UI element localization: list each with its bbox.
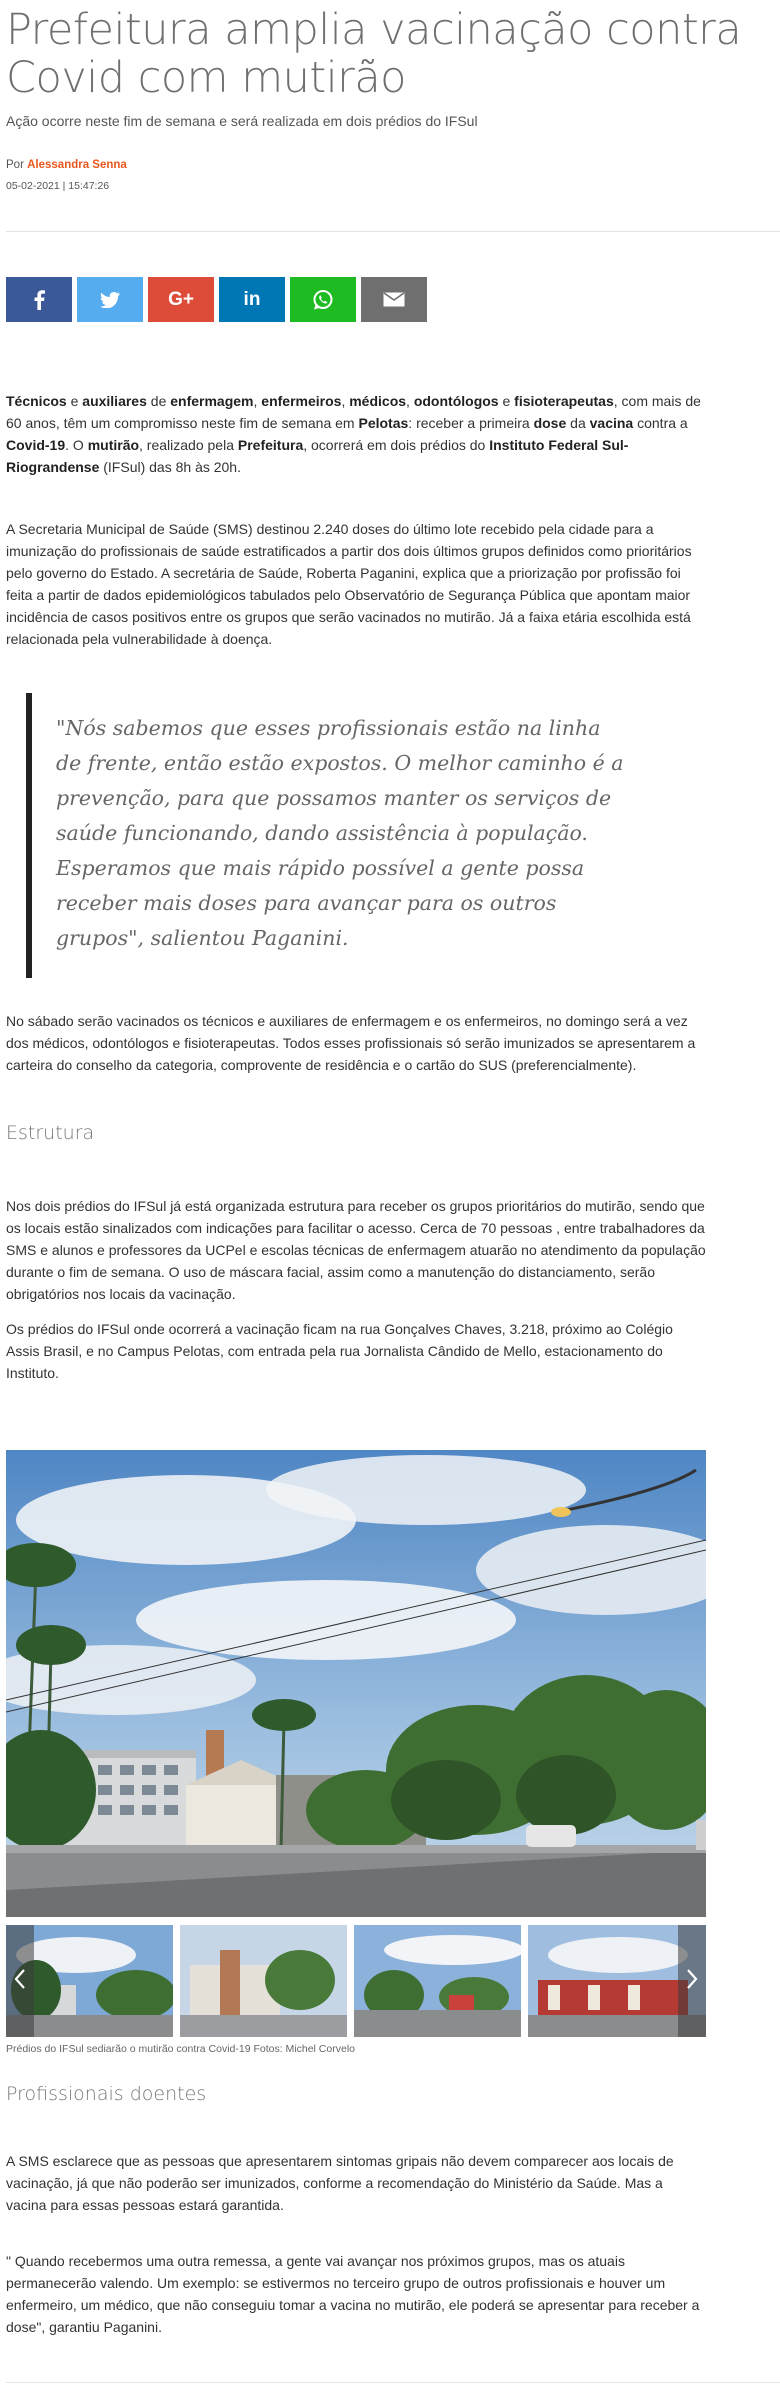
byline-prefix: Por — [6, 159, 24, 171]
google-plus-icon: G+ — [168, 288, 194, 310]
article-subtitle: Ação ocorre neste fim de semana e será realizada em dois prédios do IFSul — [6, 113, 478, 129]
whatsapp-icon — [312, 289, 334, 311]
heading-profissionais: Profissionais doentes — [6, 2083, 207, 2105]
thumbnail-2[interactable] — [180, 1925, 347, 2037]
publish-date: 05-02-2021 | 15:47:26 — [6, 180, 110, 192]
paragraph-location: Os prédios do IFSul onde ocorrerá a vacinação ficam na rua Gonçalves Chaves, 3.218, próximo ao Colégio Assis Brasil, e no Campus Pelotas, com entrada pela rua Jornalista Cândido de Mello, estacionamento do Instituto. — [6, 1321, 673, 1381]
gallery-main-photo[interactable] — [6, 1450, 706, 1917]
paragraph-schedule: No sábado serão vacinados os técnicos e auxiliares de enfermagem e os enfermeiros, no domingo será a vez dos médicos, odontólogos e fisioterapeutas. Todos esses profissionais só serão imunizados se apresentarem a carteira do conselho da categoria, comprovente de residência e o cartão do SUS (preferencialmente). — [6, 1013, 696, 1073]
share-linkedin-button[interactable] — [219, 277, 285, 322]
share-bar — [6, 277, 427, 322]
share-email-button[interactable] — [361, 277, 427, 322]
paragraph-estrutura: Nos dois prédios do IFSul já está organizada estrutura para receber os grupos prioritários do mutirão, sendo que os locais estão sinalizados com indicações para facilitar o acesso. Cerca de 70 pessoas , entre trabalhadores da SMS e alunos e professores da UCPel e escolas técnicas de enfermagem atuarão no atendimento da população durante o fim de semana. O uso de máscara facial, assim como a manutenção do distanciamento, serão obrigatórios nos locais da vacinação. — [6, 1198, 706, 1302]
twitter-icon — [100, 292, 120, 308]
paragraph-sms: A Secretaria Municipal de Saúde (SMS) destinou 2.240 doses do último lote recebido pela cidade para a imunização do profissionais de saúde estratificados a partir dos dois últimos grupos definidos como prioritários pelo governo do Estado. A secretária de Saúde, Roberta Paganini, explica que a priorização por profissão foi feita a partir de dados epidemiológicos tabulados pelo Observatório de Segurança Pública que apontam maior incidência de casos positivos entre os grupos que serão vacinados no mutirão. Já a faixa etária escolhida está relacionada pela vulnerabilidade à doença. — [6, 521, 692, 647]
author-link[interactable]: Alessandra Senna — [27, 159, 127, 171]
share-whatsapp-button[interactable] — [290, 277, 356, 322]
gallery-thumbnails — [6, 1925, 706, 2037]
pull-quote — [26, 693, 626, 978]
thumbnail-3[interactable] — [354, 1925, 521, 2037]
divider — [6, 231, 780, 232]
divider — [6, 2382, 780, 2383]
facebook-icon — [33, 290, 45, 310]
quote-text: "Nós sabemos que esses profissionais estão na linha de frente, então estão expostos. O melhor caminho é a prevenção, para que possamos manter os serviços de saúde funcionando, dando assistência à população. Esperamos que mais rápido possível a gente possa receber mais doses para avançar para os outros grupos", salientou Paganini. — [56, 716, 624, 950]
paragraph-sintomas: A SMS esclarece que as pessoas que apresentarem sintomas gripais não devem comparecer aos locais de vacinação, já que não poderão ser imunizados, conforme a recomendação do Ministério da Saúde. Mas a vacina para essas pessoas estará garantida. — [6, 2153, 674, 2213]
share-twitter-button[interactable] — [77, 277, 143, 322]
linkedin-icon: in — [243, 288, 261, 310]
gallery-caption: Prédios do IFSul sediarão o mutirão contra Covid-19 Fotos: Michel Corvelo — [6, 2043, 355, 2055]
gallery-prev-button[interactable] — [6, 1925, 34, 2037]
share-google-plus-button[interactable] — [148, 277, 214, 322]
heading-estrutura: Estrutura — [6, 1122, 95, 1144]
thumbnail-3-image — [354, 1925, 521, 2037]
chevron-right-icon — [685, 1968, 699, 1995]
thumbnail-2-image — [180, 1925, 347, 2037]
gallery-next-button[interactable] — [678, 1925, 706, 2037]
envelope-icon — [383, 292, 405, 307]
paragraph-intro: Técnicos e auxiliares de enfermagem, enfermeiros, médicos, odontólogos e fisioterapeutas, com mais de 60 anos, têm um compromisso neste fim de semana em Pelotas: receber a primeira dose da vacina contra a Covid-19. O mutirão, realizado pela Prefeitura, ocorrerá em dois prédios do Instituto Federal Sul-Riograndense (IFSul) das 8h às 20h. — [6, 393, 701, 475]
chevron-left-icon — [13, 1968, 27, 1995]
photo-ifsul-building — [6, 1450, 706, 1917]
share-facebook-button[interactable] — [6, 277, 72, 322]
paragraph-quote-paganini: " Quando recebermos uma outra remessa, a gente vai avançar nos próximos grupos, mas os atuais permanecerão valendo. Um exemplo: se estivermos no terceiro grupo de outros profissionais e houver um enfermeiro, um médico, que não conseguiu tomar a vacina no mutirão, ele poderá se apresentar para receber a dose", garantiu Paganini. — [6, 2253, 700, 2335]
byline — [6, 159, 127, 171]
article-title: Prefeitura amplia vacinação contra Covid com mutirão — [6, 5, 742, 103]
